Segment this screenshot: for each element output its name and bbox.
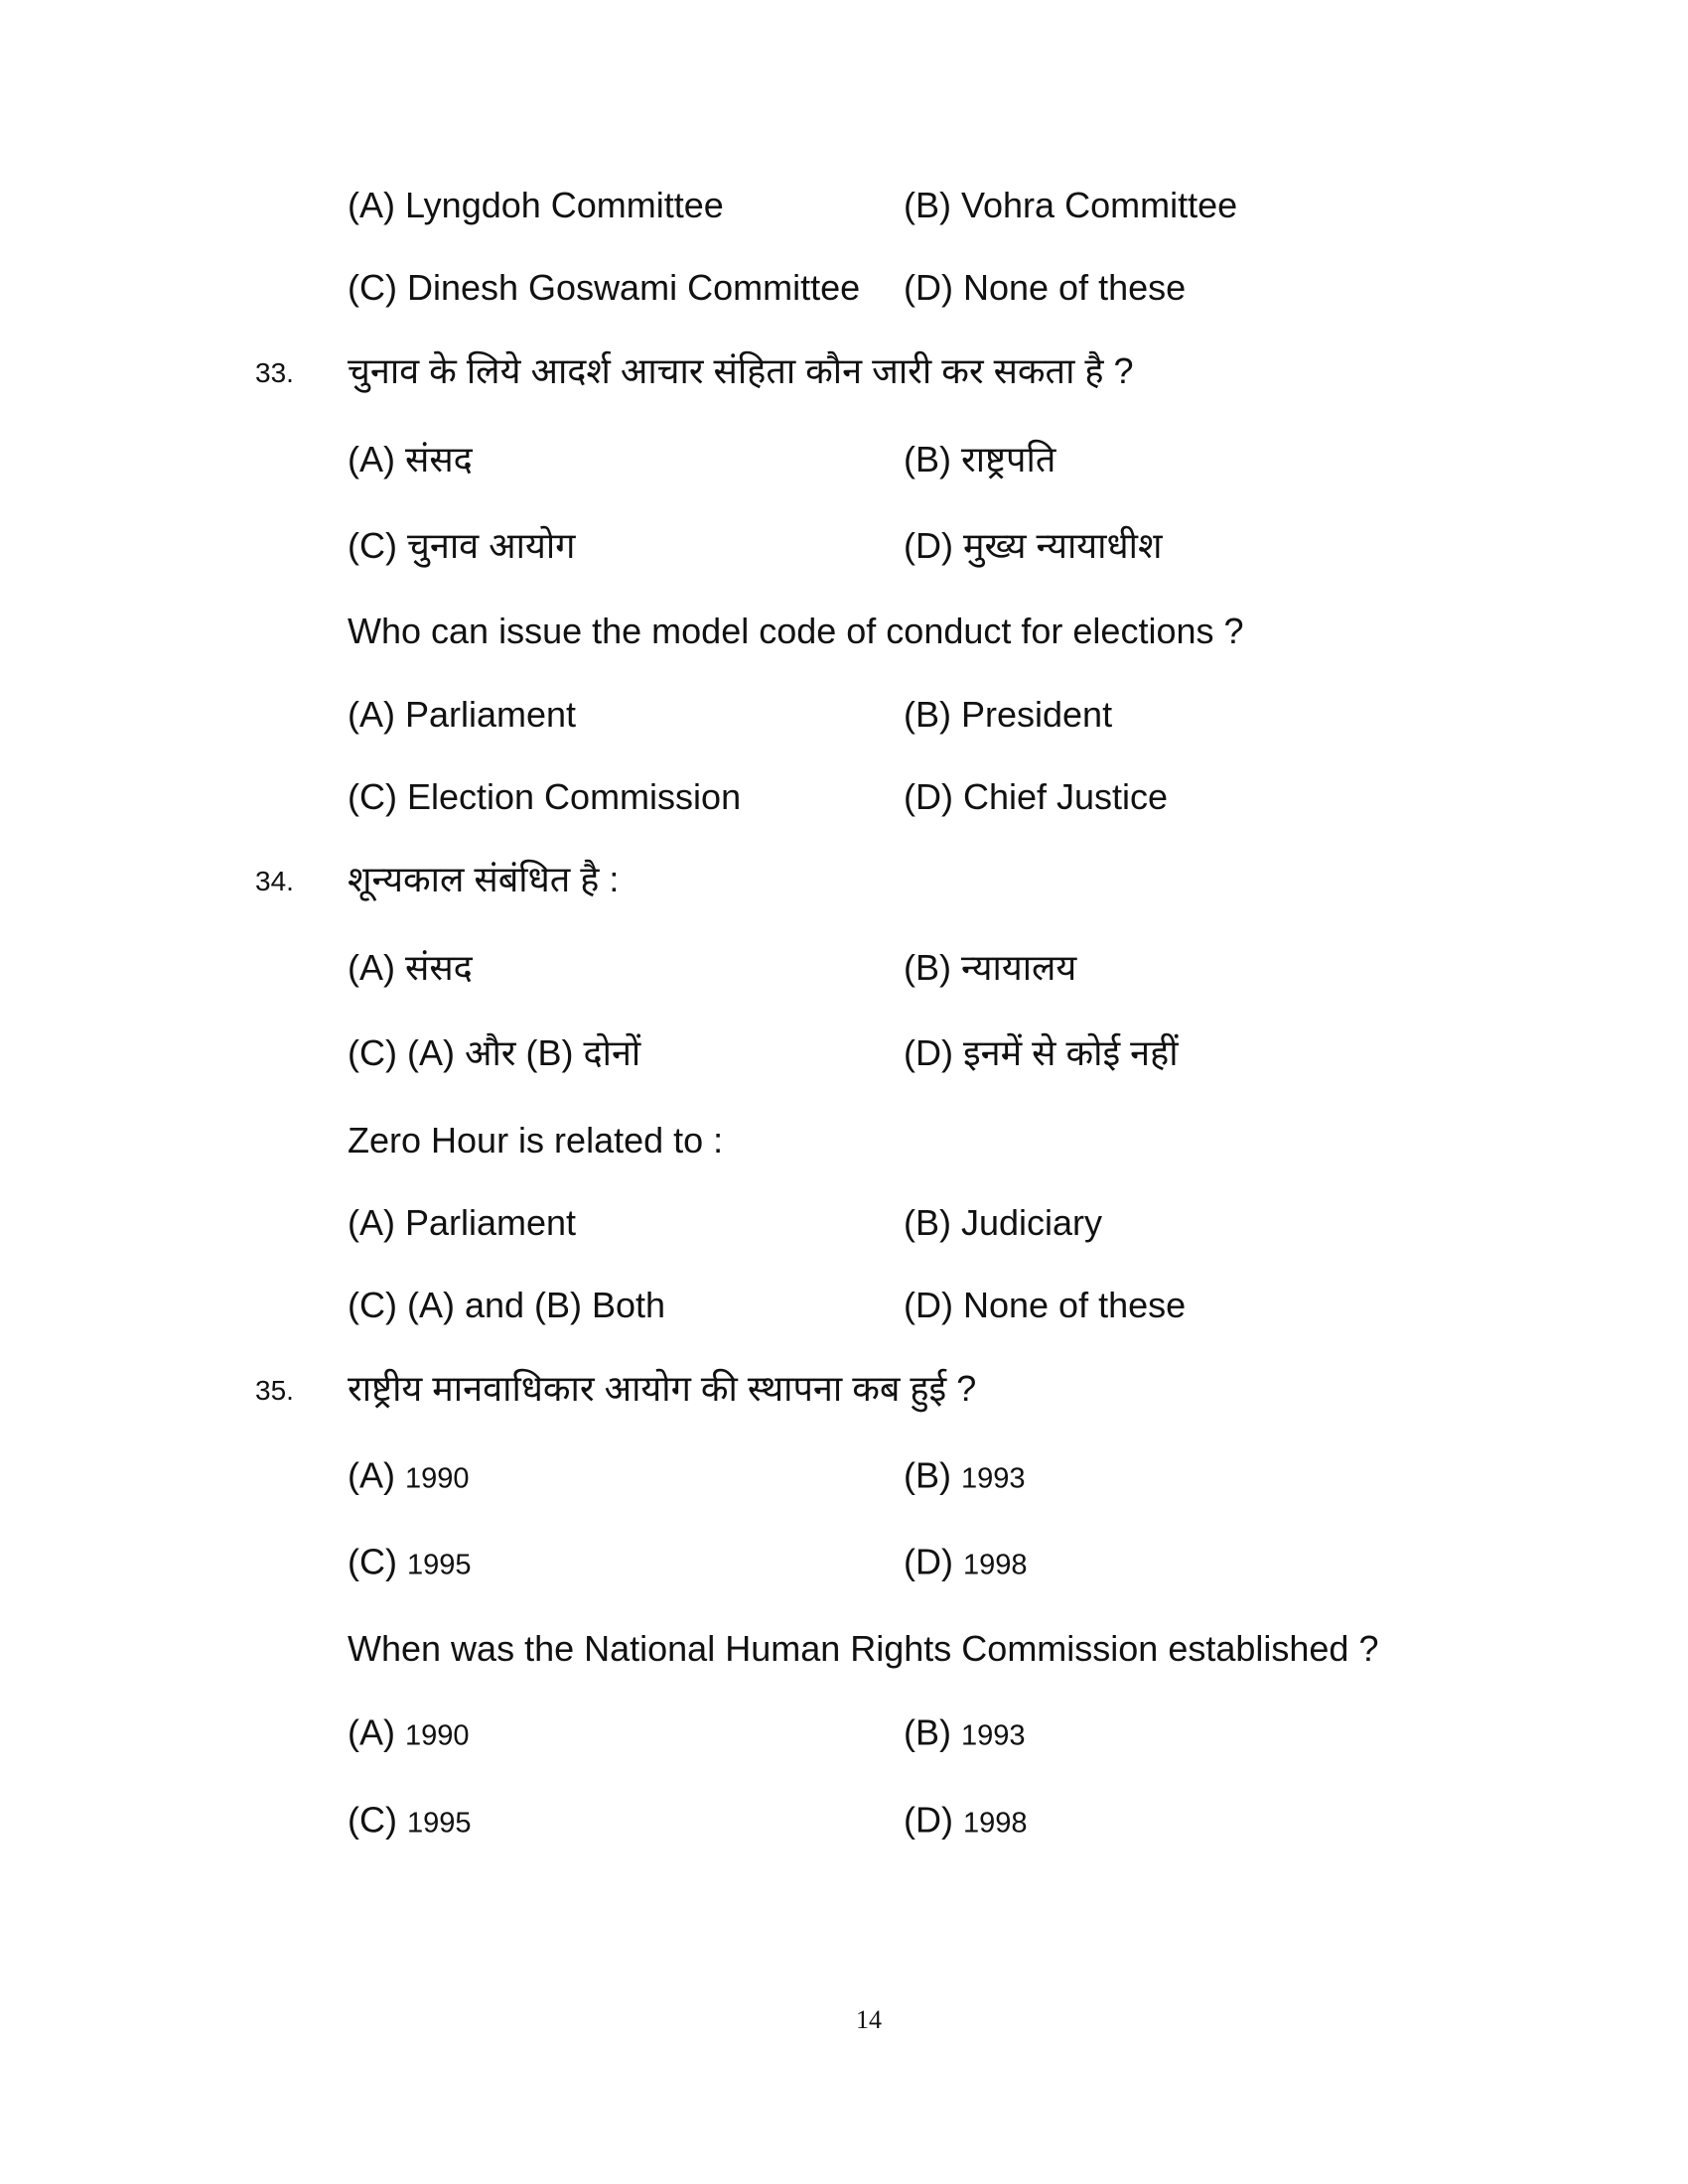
option-value: 1990 [405, 1719, 470, 1752]
question-hindi: राष्ट्रीय मानवाधिकार आयोग की स्थापना कब हुई ? [348, 1368, 977, 1409]
question-number: 33. [255, 357, 294, 388]
option-b-hindi: (B) राष्ट्रपति [904, 439, 1056, 479]
option-c [348, 1799, 472, 1845]
option-label: (A) [348, 1711, 395, 1753]
option-a: (A) Parliament [348, 1202, 577, 1243]
option-a-hindi: (A) संसद [348, 439, 473, 479]
option-label: (A) [348, 1454, 395, 1496]
option-a-hindi [348, 1454, 470, 1501]
option-a: (A) Parliament [348, 694, 577, 735]
option-label: (B) [904, 1711, 951, 1753]
option-c-hindi: (C) चुनाव आयोग [348, 525, 576, 566]
option-value: 1995 [407, 1549, 472, 1581]
option-b [904, 1711, 1026, 1758]
option-value: 1995 [407, 1807, 472, 1840]
option-d-hindi: (D) इनमें से कोई नहीं [904, 1032, 1179, 1073]
question-hindi: शून्यकाल संबंधित है : [348, 859, 620, 899]
question-number: 35. [255, 1375, 294, 1406]
option-label: (B) [904, 1454, 951, 1496]
option-b: (B) President [904, 694, 1113, 735]
option-value: 1993 [961, 1719, 1026, 1752]
option-label: (D) [904, 1799, 953, 1841]
option-a: (A) Lyngdoh Committee [348, 185, 724, 225]
question-english: Who can issue the model code of conduct for elections ? [348, 611, 1244, 651]
question-english: Zero Hour is related to : [348, 1120, 724, 1160]
option-b: (B) Vohra Committee [904, 185, 1238, 225]
option-c: (C) Dinesh Goswami Committee [348, 267, 861, 308]
option-a-hindi: (A) संसद [348, 947, 473, 988]
question-hindi: चुनाव के लिये आदर्श आचार संहिता कौन जारी कर सकता है ? [348, 350, 1134, 391]
option-c-hindi: (C) (A) और (B) दोनों [348, 1032, 641, 1073]
option-label: (C) [348, 1799, 397, 1841]
option-d: (D) Chief Justice [904, 776, 1169, 817]
option-a [348, 1711, 470, 1758]
option-d-hindi: (D) मुख्य न्यायाधीश [904, 525, 1163, 566]
option-label: (D) [904, 1541, 953, 1582]
option-d: (D) None of these [904, 1285, 1187, 1325]
option-b: (B) Judiciary [904, 1202, 1103, 1243]
option-d: (D) None of these [904, 267, 1187, 308]
option-c: (C) (A) and (B) Both [348, 1285, 666, 1325]
option-b-hindi: (B) न्यायालय [904, 947, 1077, 988]
option-value: 1990 [405, 1462, 470, 1495]
option-c-hindi [348, 1541, 472, 1587]
option-b-hindi [904, 1454, 1026, 1501]
option-label: (C) [348, 1541, 397, 1582]
option-value: 1993 [961, 1462, 1026, 1495]
page-number: 14 [856, 2005, 882, 2034]
question-english: When was the National Human Rights Commission established ? [348, 1628, 1379, 1669]
option-c: (C) Election Commission [348, 776, 742, 817]
question-number: 34. [255, 866, 294, 896]
option-value: 1998 [963, 1549, 1028, 1581]
option-d-hindi [904, 1541, 1028, 1587]
option-d [904, 1799, 1028, 1845]
option-value: 1998 [963, 1807, 1028, 1840]
